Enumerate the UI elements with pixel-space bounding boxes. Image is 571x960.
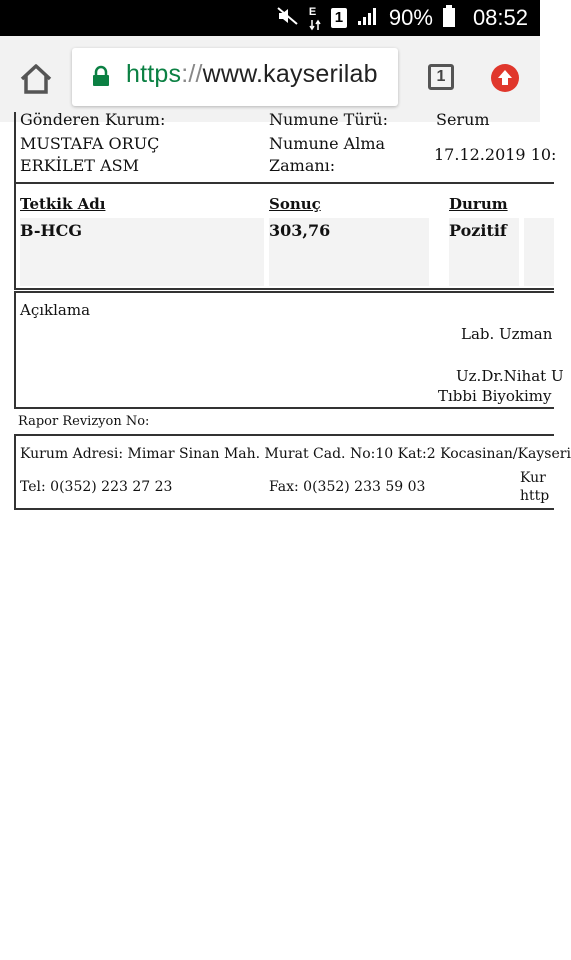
url-host: www.kayserilab [202, 60, 378, 88]
status-icons [277, 0, 540, 36]
patient-info-box [14, 110, 557, 184]
battery-icon [443, 5, 455, 32]
tab-switcher-button[interactable]: 1 [428, 64, 454, 90]
cell-status: Pozitif [449, 221, 507, 240]
doctor-title: Tıbbi Biyokimy [438, 387, 552, 405]
patient-name: MUSTAFA ORUÇ [20, 134, 160, 153]
notes-box [14, 291, 564, 409]
mute-icon [277, 6, 299, 31]
sample-time-label-2: Zamanı: [269, 156, 336, 175]
institution-tel: Tel: 0(352) 223 27 23 [20, 479, 173, 495]
cell-test: B-HCG [20, 221, 82, 240]
update-button[interactable] [491, 64, 519, 92]
url-scheme: https [126, 60, 182, 88]
sample-time-value: 17.12.2019 10: [434, 145, 557, 164]
results-table [14, 182, 554, 290]
home-icon [18, 62, 54, 96]
row-shade-4 [524, 218, 554, 286]
header-test: Tetkik Adı [20, 195, 106, 213]
institution-address: Kurum Adresi: Mimar Sinan Mah. Murat Cad. No:10 Kat:2 Kocasinan/Kayseri [20, 446, 571, 462]
cut-label-sender: Gönderen Kurum: [20, 110, 166, 129]
cell-result: 303,76 [269, 221, 331, 240]
right-cut-1: Kur [520, 470, 546, 486]
network-letter: E [308, 6, 317, 18]
sample-time-label-1: Numune Alma [269, 134, 386, 153]
lab-specialist: Lab. Uzman [461, 325, 553, 343]
revision-label: Rapor Revizyon No: [18, 414, 150, 429]
footer-box [14, 434, 571, 510]
lock-icon [92, 66, 110, 86]
battery-percent: 90% [388, 5, 433, 30]
status-bar [0, 0, 540, 36]
url-text[interactable] [126, 60, 378, 89]
header-result: Sonuç [269, 195, 321, 213]
note-label: Açıklama [20, 301, 91, 319]
cut-label-sample-type: Numune Türü: [269, 110, 388, 129]
right-cut-2[interactable]: http [520, 488, 550, 504]
clock: 08:52 [472, 5, 528, 30]
sim-icon: 1 [331, 8, 347, 28]
institution-fax: Fax: 0(352) 233 59 03 [269, 479, 426, 495]
signal-icon [357, 6, 379, 31]
header-status: Durum [449, 195, 508, 213]
arrow-up-icon [491, 64, 519, 92]
address-bar[interactable] [72, 48, 398, 106]
url-separator: :// [181, 60, 203, 88]
network-type-icon [309, 6, 321, 30]
home-button[interactable] [18, 62, 54, 96]
report-page [0, 110, 571, 960]
cut-value-sample-type: Serum [436, 110, 490, 129]
patient-institution: ERKİLET ASM [20, 156, 139, 175]
doctor-name: Uz.Dr.Nihat U [456, 367, 564, 385]
